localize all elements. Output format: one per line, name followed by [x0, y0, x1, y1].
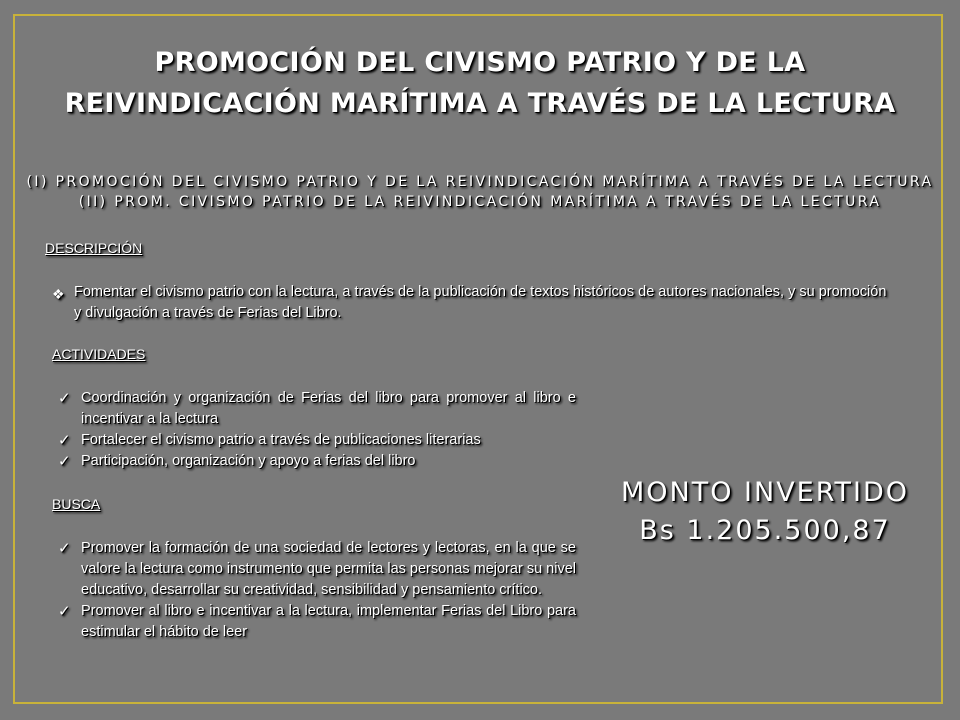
list-item-text: Coordinación y organización de Ferias del libro para promover al libro e incentivar a la lectura [81, 390, 576, 427]
list-item-text: Participación, organización y apoyo a ferias del libro [81, 453, 416, 469]
monto-invertido [560, 474, 960, 550]
busca-heading: BUSCA [52, 496, 101, 512]
list-item [56, 430, 576, 451]
descripcion-heading: DESCRIPCIÓN [45, 240, 143, 256]
checkmark-icon: ✓ [58, 390, 71, 407]
checkmark-icon: ✓ [58, 603, 71, 620]
list-item [56, 601, 576, 643]
list-item-text: Promover al libro e incentivar a la lectura, implementar Ferias del Libro para estimular el hábito de leer [81, 603, 576, 640]
monto-label: MONTO INVERTIDO [620, 477, 910, 508]
diamond-bullet-icon: ❖ [52, 286, 65, 302]
title-line-2: REIVINDICACIÓN MARÍTIMA A TRAVÉS DE LA LECTURA [64, 88, 896, 119]
list-item [56, 451, 576, 472]
monto-value: Bs 1.205.500,87 [639, 515, 891, 546]
list-item-text: Fortalecer el civismo patrio a través de publicaciones literarias [81, 432, 481, 448]
list-item-text: Promover la formación de una sociedad de lectores y lectoras, en la que se valore la lectura como instrumento que permita las personas mejorar su nivel educativo, desarrollar su creatividad, sensibilidad y pensamiento crítico. [81, 540, 576, 598]
title-line-1: PROMOCIÓN DEL CIVISMO PATRIO Y DE LA [154, 47, 806, 78]
slide-title [20, 42, 940, 124]
busca-list [56, 538, 576, 643]
actividades-heading: ACTIVIDADES [52, 346, 146, 362]
actividades-list [56, 388, 576, 472]
descripcion-text: Fomentar el civismo patrio con la lectura, a través de la publicación de textos históricos de autores nacionales, y su promoción y divulgación a través de Ferias del Libro. [74, 284, 887, 321]
checkmark-icon: ✓ [58, 540, 71, 557]
list-item [56, 388, 576, 430]
descripcion-item [48, 282, 888, 324]
checkmark-icon: ✓ [58, 432, 71, 449]
slide-subtitle [20, 172, 940, 212]
checkmark-icon: ✓ [58, 453, 71, 470]
subtitle-line-1: (I) PROMOCIÓN DEL CIVISMO PATRIO Y DE LA REIVINDICACIÓN MARÍTIMA A TRAVÉS DE LA LECTURA [26, 174, 934, 190]
list-item [56, 538, 576, 601]
subtitle-line-2: (II) PROM. CIVISMO PATRIO DE LA REIVINDICACIÓN MARÍTIMA A TRAVÉS DE LA LECTURA [78, 194, 882, 210]
